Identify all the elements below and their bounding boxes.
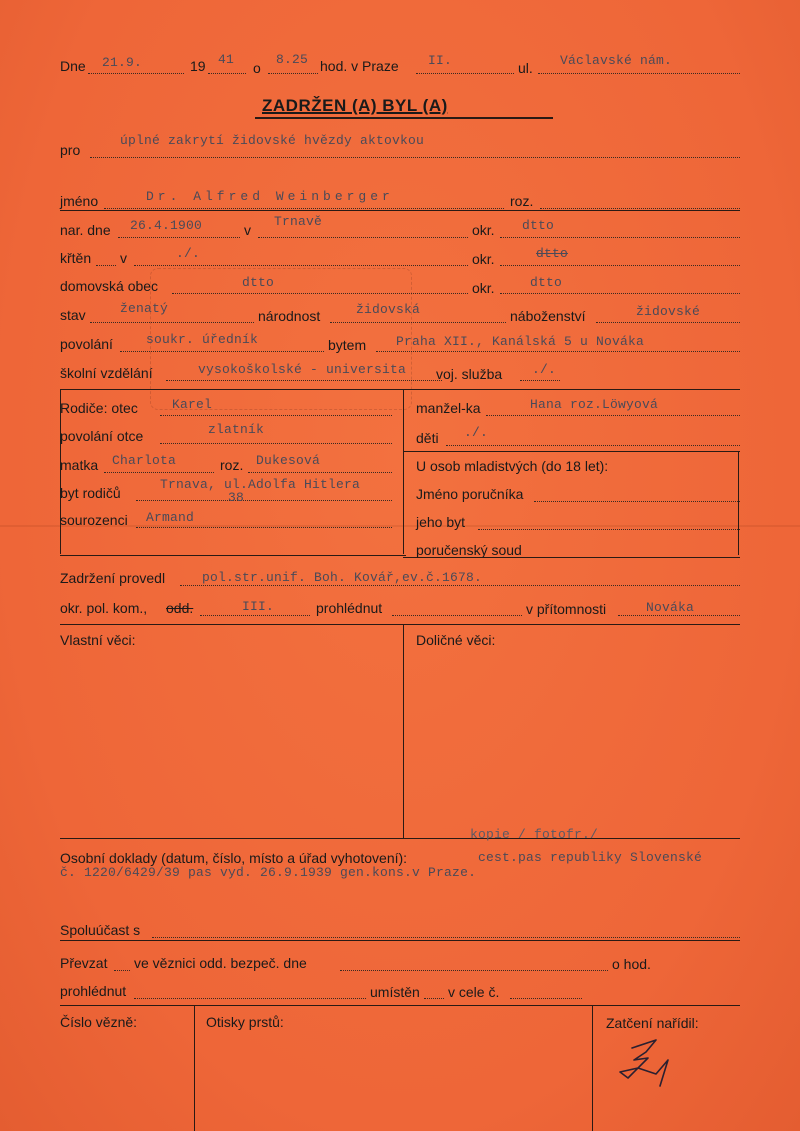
povolani-otce-label: povolání otce (60, 428, 144, 444)
veznice-label: ve věznici odd. bezpeč. dne (134, 955, 307, 971)
odd-label: odd. (166, 600, 194, 616)
hod-v-praze-label: hod. v Praze (320, 58, 399, 74)
obec-value: dtto (242, 275, 275, 290)
narodnost-value: židovská (356, 302, 421, 317)
documents-line1: cest.pas republiky Slovenské (478, 850, 703, 865)
documents-note: kopie / fotofr./ (470, 827, 599, 842)
column-divider-items (403, 624, 404, 838)
nabozenstvi-label: náboženství (510, 308, 586, 324)
section-divider-4 (60, 1005, 740, 1006)
otec-value: Karel (172, 397, 213, 412)
spoluucast-label: Spoluúčast s (60, 922, 141, 938)
jmeno-label: jméno (60, 193, 99, 209)
skolni-label: školní vzdělání (60, 365, 153, 381)
matka-label: matka (60, 457, 99, 473)
cislo-label: Číslo vězně: (60, 1014, 138, 1030)
okr-kom-label: okr. pol. kom., (60, 600, 148, 616)
ul-label: ul. (518, 60, 533, 76)
skolni-value: vysokoškolské - universita (198, 362, 407, 377)
o-label: o (253, 60, 261, 76)
rodice-label: Rodiče: otec (60, 400, 138, 416)
minors-label: U osob mladistvých (do 18 let): (416, 458, 609, 474)
provedl-label: Zadržení provedl (60, 570, 166, 586)
prevzat-label: Převzat (60, 955, 108, 971)
manzel-label: manžel-ka (416, 400, 481, 416)
prohlednut-label: prohlédnut (316, 600, 383, 616)
okr1-label: okr. (472, 222, 495, 238)
bytem-value: Praha XII., Kanálská 5 u Nováka (396, 334, 645, 349)
obec-label: domovská obec (60, 278, 159, 294)
povolani-value: soukr. úředník (146, 332, 259, 347)
povolani-otce-value: zlatník (208, 422, 265, 437)
jeho-byt-label: jeho byt (416, 514, 466, 530)
section-divider-3 (60, 838, 740, 839)
minors-box-top (403, 451, 740, 452)
dne-label: Dne (60, 58, 86, 74)
documents-line2: č. 1220/6429/39 pas vyd. 26.9.1939 gen.kons.v Praze. (60, 865, 477, 880)
voj-label: voj. služba (436, 366, 503, 382)
stav-label: stav (60, 307, 86, 323)
sourozenci-value: Armand (146, 510, 195, 525)
okr3-label: okr. (472, 280, 495, 296)
o-hod-label: o hod. (612, 956, 651, 972)
okr3-value: dtto (530, 275, 563, 290)
year-suffix: 41 (218, 52, 235, 67)
okr2-label: okr. (472, 251, 495, 267)
prohlednut2-label: prohlédnut (60, 983, 127, 999)
deti-value: ./. (464, 425, 489, 440)
pritomnosti-label: v přítomnosti (526, 601, 607, 617)
form-title: ZADRŽEN (A) BYL (A) (262, 96, 448, 115)
matka-roz-value: Dukesová (256, 453, 321, 468)
nar-label: nar. dne (60, 222, 111, 238)
section-divider-2 (60, 624, 740, 625)
column-divider-footer-1 (194, 1005, 195, 1131)
otisky-label: Otisky prstů: (206, 1014, 284, 1030)
odd-value: III. (242, 599, 275, 614)
krten-value: ./. (176, 246, 201, 261)
krten-label: křtěn (60, 250, 92, 266)
column-divider-footer-2 (592, 1005, 593, 1131)
bytem-label: bytem (328, 337, 367, 353)
signature (598, 1030, 678, 1090)
zatceni-label: Zatčení nařídil: (606, 1015, 699, 1031)
nar-value: 26.4.1900 (130, 218, 203, 233)
matka-value: Charlota (112, 453, 177, 468)
v-label: v (244, 222, 251, 238)
pro-label: pro (60, 142, 81, 158)
voj-value: ./. (532, 362, 557, 377)
sourozenci-label: sourozenci (60, 512, 128, 528)
roz-label: roz. (510, 193, 534, 209)
matka-roz-label: roz. (220, 457, 244, 473)
deti-label: děti (416, 430, 439, 446)
title-underline (255, 117, 553, 119)
birthplace: Trnavě (274, 214, 323, 229)
byt-value: Trnava, ul.Adolfa Hitlera (160, 477, 361, 492)
column-divider-parents (403, 389, 404, 554)
umisten-label: umístěn (370, 984, 420, 1000)
dolicne-label: Doličné věci: (416, 632, 496, 648)
povolani-label: povolání (60, 336, 113, 352)
reason-value: úplné zakrytí židovské hvězdy aktovkou (120, 133, 425, 148)
narodnost-label: národnost (258, 308, 321, 324)
porucnik-label: Jméno poručníka (416, 486, 524, 502)
street: Václavské nám. (560, 53, 673, 68)
jmeno-value: Dr. Alfred Weinberger (146, 189, 394, 204)
byt-label: byt rodičů (60, 485, 121, 501)
pritomnosti-value: Nováka (646, 600, 695, 615)
documents-label: Osobní doklady (datum, číslo, místo a úřad vyhotovení): (60, 850, 408, 866)
soud-label: poručenský soud (416, 542, 522, 558)
manzel-value: Hana roz.Löwyová (530, 397, 659, 412)
provedl-value: pol.str.unif. Boh. Kovář,ev.č.1678. (202, 570, 483, 585)
time: 8.25 (276, 52, 309, 67)
section-divider-1 (60, 389, 740, 390)
byt-number: 38 (228, 490, 245, 505)
nabozenstvi-value: židovské (636, 304, 701, 319)
cela-label: v cele č. (448, 984, 500, 1000)
krten-v-label: v (120, 250, 127, 266)
year-prefix: 19 (190, 58, 206, 74)
vlastni-label: Vlastní věci: (60, 632, 136, 648)
district: II. (428, 53, 453, 68)
okr1-value: dtto (522, 218, 555, 233)
date-day: 21.9. (102, 55, 143, 70)
okr2-value: dtto (536, 246, 569, 261)
stav-value: ženatý (120, 301, 169, 316)
